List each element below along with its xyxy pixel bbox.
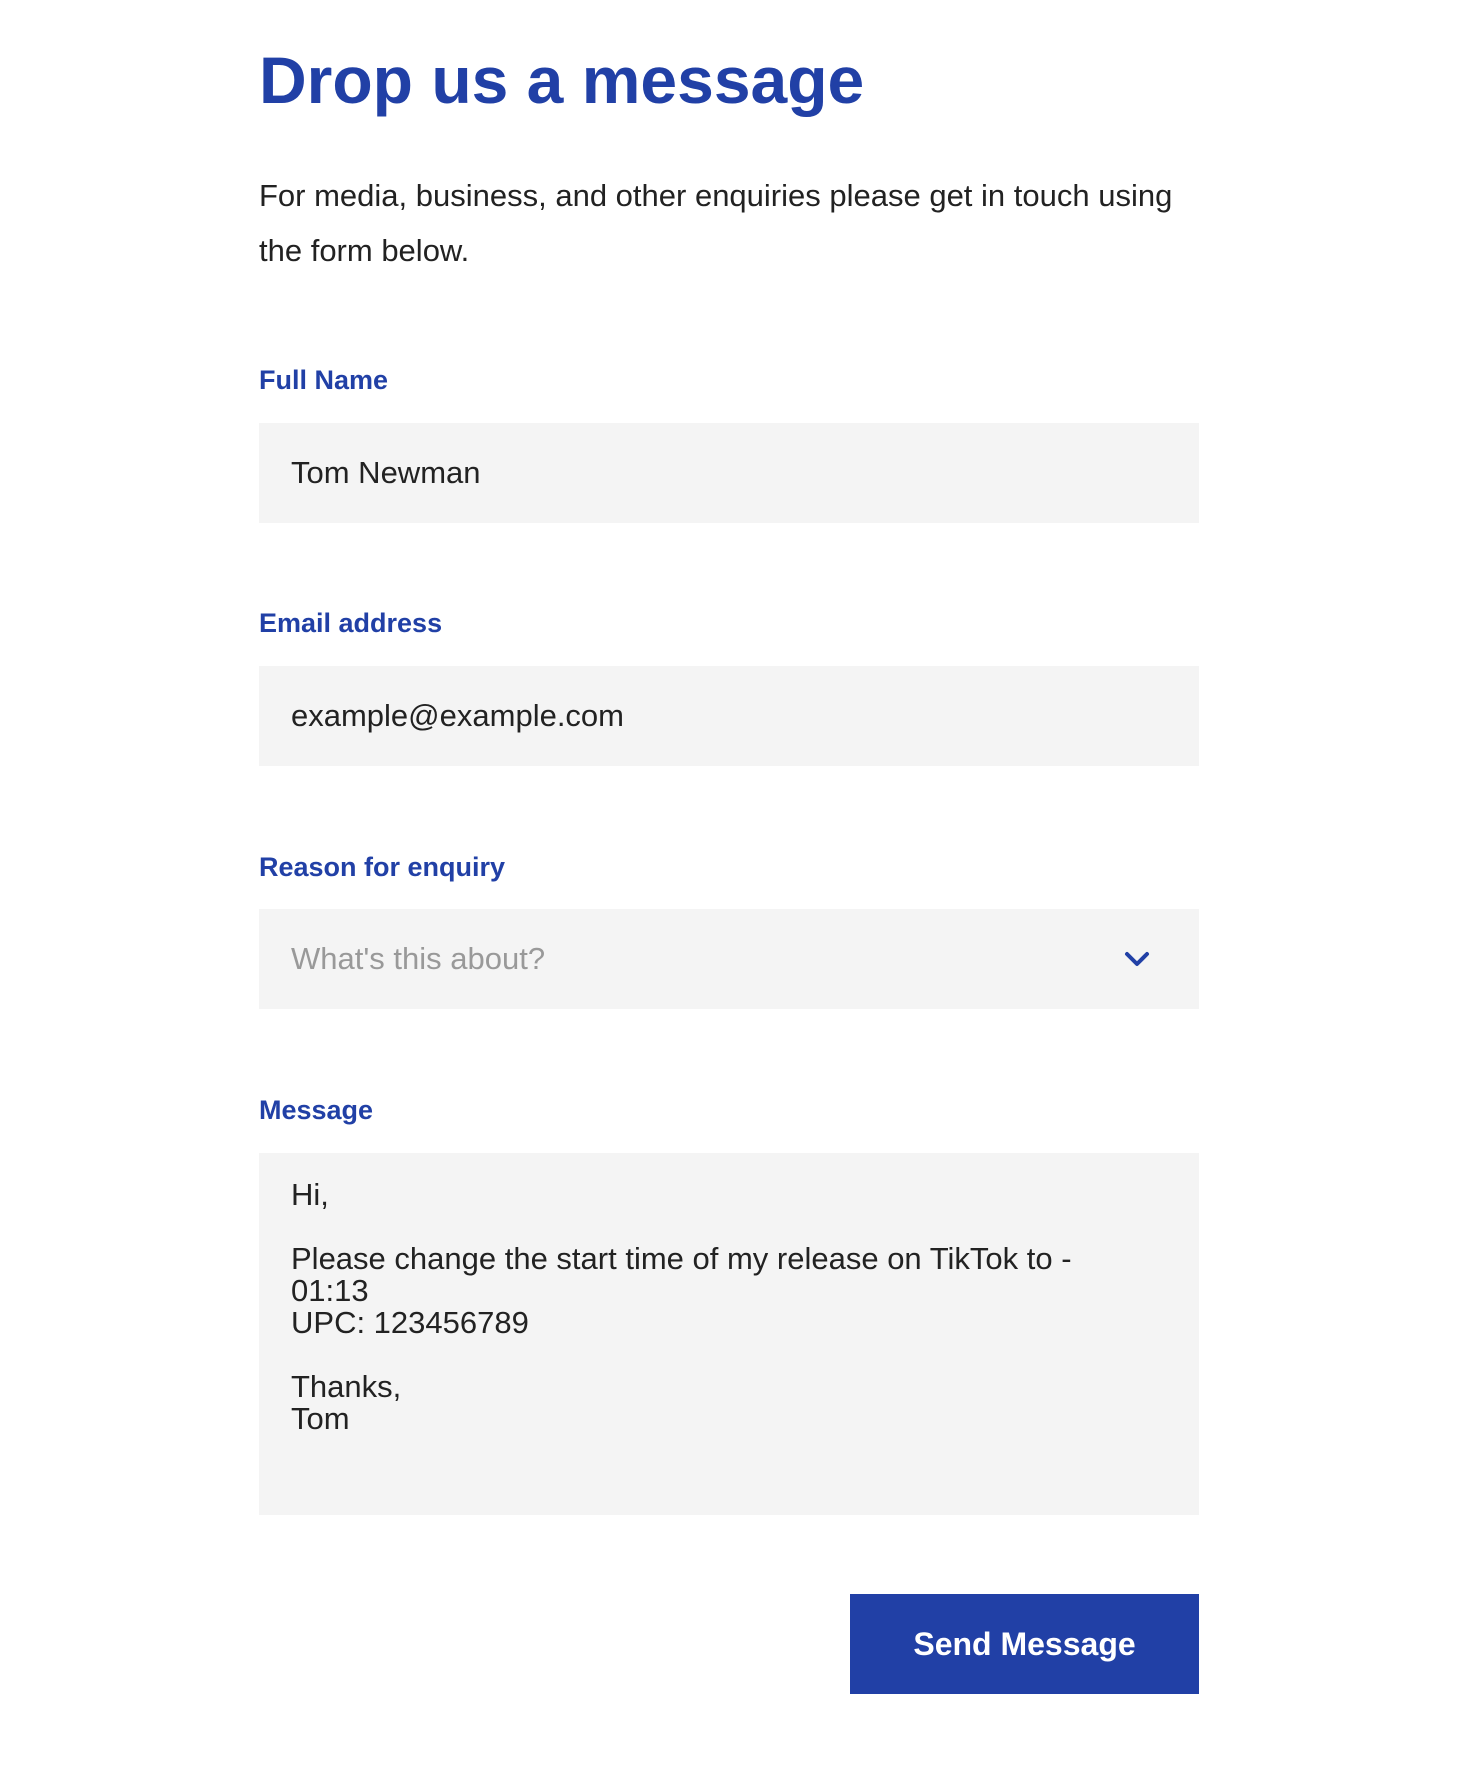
- reason-placeholder: What's this about?: [291, 941, 546, 976]
- email-label: Email address: [259, 608, 443, 638]
- full-name-label: Full Name: [259, 365, 389, 395]
- reason-select[interactable]: [259, 909, 1199, 1009]
- message-textarea[interactable]: Hi, Please change the start time of my release on TikTok to - 01:13 UPC: 123456789 Thanks, Tom: [259, 1153, 1199, 1515]
- intro-text: For media, business, and other enquiries please get in touch using the form below.: [259, 178, 1173, 268]
- message-label: Message: [259, 1095, 374, 1125]
- page-title: Drop us a message: [259, 43, 865, 117]
- email-value: example@example.com: [291, 698, 624, 733]
- full-name-value: Tom Newman: [291, 455, 481, 490]
- reason-label: Reason for enquiry: [259, 852, 506, 882]
- chevron-down-icon: [1123, 949, 1151, 969]
- send-message-button[interactable]: Send Message: [850, 1594, 1199, 1694]
- email-input[interactable]: [259, 666, 1199, 766]
- full-name-input[interactable]: [259, 423, 1199, 523]
